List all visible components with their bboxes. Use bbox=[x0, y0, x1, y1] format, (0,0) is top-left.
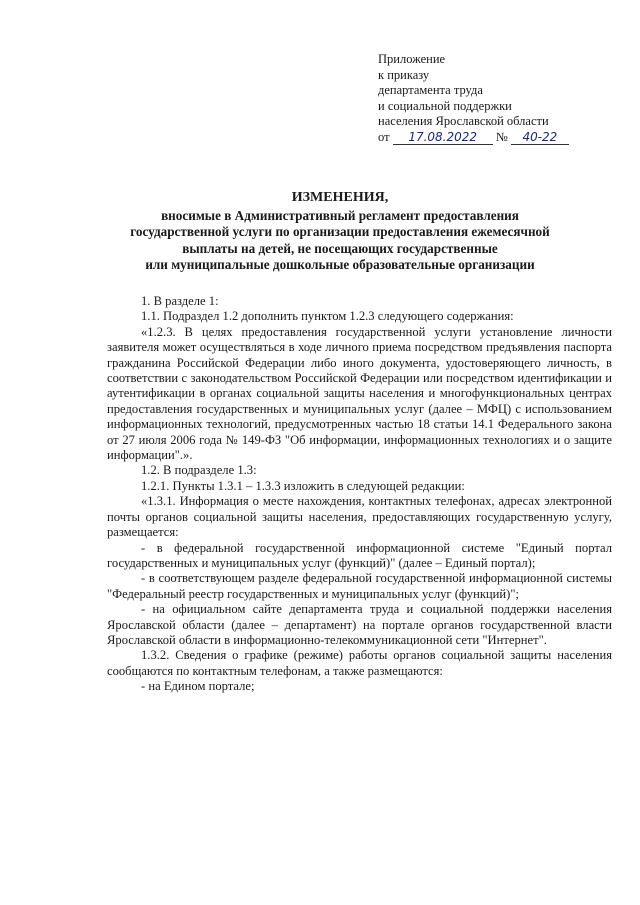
paragraph: 1.2. В подразделе 1.3: bbox=[141, 463, 257, 478]
title-line: вносимые в Административный регламент предоставления bbox=[161, 208, 519, 224]
paragraph: - на официальном сайте департамента труда и социальной поддержки населения Ярославской области (далее – департамент) на портале органов государственной власти Ярославской области в информационно-телекоммуникационной сети "Интернет". bbox=[107, 602, 612, 647]
paragraph: 1.3.2. Сведения о графике (режиме) работы органов социальной защиты населения сообщаются по контактным телефонам, а также размещаются: bbox=[107, 648, 612, 678]
document-title bbox=[80, 190, 600, 273]
title-line: государственной услуги по организации предоставления ежемесячной bbox=[130, 224, 550, 240]
paragraph: 1.1. Подраздел 1.2 дополнить пунктом 1.2.3 следующего содержания: bbox=[141, 309, 514, 324]
document-body bbox=[107, 294, 612, 695]
paragraph: - на Едином портале; bbox=[141, 679, 255, 694]
approval-line: департамента труда bbox=[378, 83, 483, 97]
number-label: № bbox=[495, 129, 508, 144]
date-field bbox=[393, 131, 493, 145]
paragraph: 1. В разделе 1: bbox=[141, 294, 219, 308]
from-label: от bbox=[378, 129, 390, 144]
paragraph: 1.2.1. Пункты 1.3.1 – 1.3.3 изложить в следующей редакции: bbox=[141, 478, 465, 493]
number-field bbox=[511, 131, 569, 145]
paragraph: «1.2.3. В целях предоставления государственной услуги установление личности заявителя может осуществляться в ходе личного приема посредством предъявления паспорта гражданина Российской Федерации либо иного документа, удостоверяющего личность, в соответствии с законодательством Российской Федерации или посредством идентификации и аутентификации в органах социальной защиты населения и многофункциональных центрах предоставления государственных и муниципальных услуг (далее – МФЦ) с использованием информационных технологий, предусмотренных частью 18 статьи 14.1 Федерального закона от 27 июля 2006 года № 149-ФЗ "Об информации, информационных технологиях и о защите информации".». bbox=[107, 324, 612, 463]
paragraph: - в соответствующем разделе федеральной государственной информационной системы "Федеральный реестр государственных и муниципальных услуг (функций)"; bbox=[107, 571, 612, 601]
title-line: выплаты на детей, не посещающих государственные bbox=[182, 240, 498, 256]
paragraph: «1.3.1. Информация о месте нахождения, контактных телефонах, адресах электронной почты органов социальной защиты населения, предоставляющих государственную услугу, размещается: bbox=[107, 494, 612, 540]
approval-line: к приказу bbox=[378, 67, 430, 82]
approval-date-row bbox=[378, 130, 618, 146]
handwritten-number: 40-22 bbox=[522, 129, 558, 144]
handwritten-date: 17.08.2022 bbox=[408, 129, 478, 144]
approval-line: населения Ярославской области bbox=[378, 114, 549, 128]
title-line: или муниципальные дошкольные образовательные организации bbox=[145, 256, 535, 272]
title-heading: ИЗМЕНЕНИЯ, bbox=[291, 190, 389, 205]
paragraph: - в федеральной государственной информационной системе "Единый портал государственных и муниципальных услуг (функций)" (далее – Единый портал); bbox=[107, 540, 612, 570]
approval-line: Приложение bbox=[378, 52, 446, 66]
approval-line: и социальной поддержки bbox=[378, 98, 512, 113]
approval-block bbox=[378, 52, 618, 145]
